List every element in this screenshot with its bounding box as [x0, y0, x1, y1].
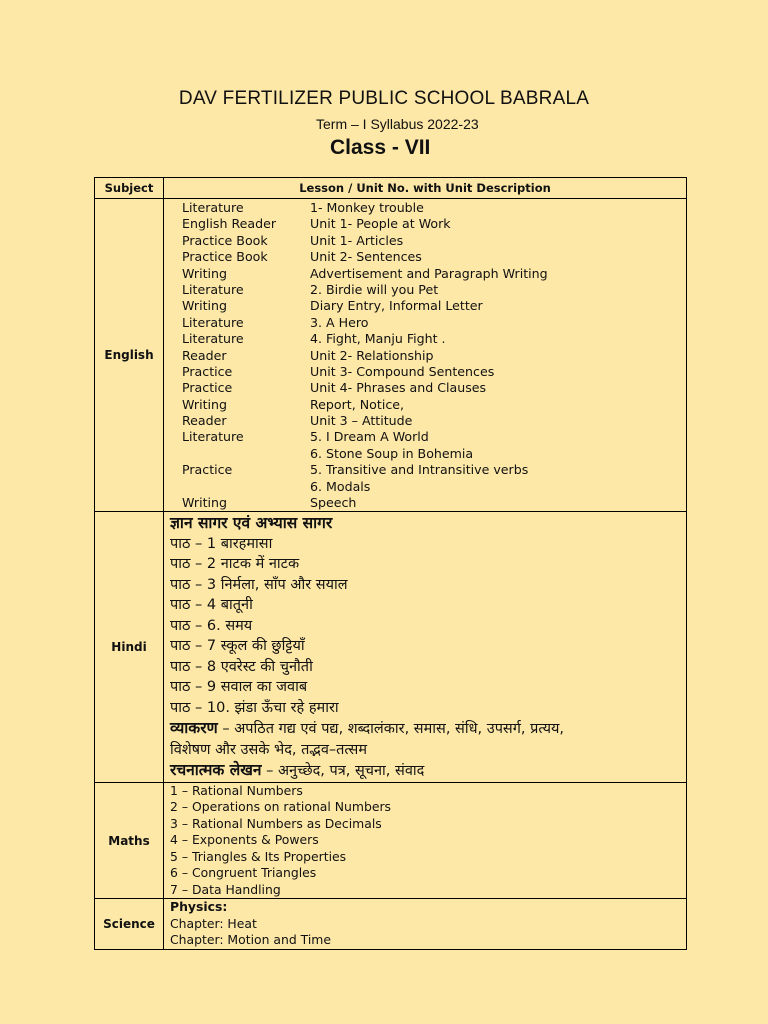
hindi-heading: ज्ञान सागर एवं अभ्यास सागर	[170, 514, 333, 533]
hindi-lesson: पाठ – 10. झंडा ऊँचा रहे हमारा	[170, 699, 339, 716]
subject-maths: Maths	[95, 782, 164, 899]
english-category: Reader	[182, 413, 227, 429]
header-subject: Subject	[95, 178, 164, 199]
english-description: Unit 3 – Attitude	[310, 413, 413, 429]
english-category: Practice Book	[182, 249, 268, 265]
english-description: Unit 4- Phrases and Clauses	[310, 380, 487, 396]
english-category: Literature	[182, 281, 244, 297]
row-science	[95, 899, 687, 950]
hindi-lesson: पाठ – 1 बारहमासा	[170, 535, 273, 552]
writing-text: – अनुच्छेद, पत्र, सूचना, संवाद	[261, 763, 425, 780]
english-description: 5. I Dream A World	[310, 429, 429, 445]
hindi-lesson: पाठ – 6. समय	[170, 617, 253, 634]
subject-hindi: Hindi	[95, 512, 164, 783]
english-description: Unit 1- People at Work	[310, 216, 451, 232]
hindi-lesson: पाठ – 2 नाटक में नाटक	[170, 556, 300, 573]
english-row	[182, 495, 686, 511]
english-row	[182, 380, 686, 396]
english-description: 6. Stone Soup in Bohemia	[310, 445, 474, 461]
term-title: Term – I Syllabus 2022-23	[316, 116, 479, 132]
science-item: Chapter: Motion and Time	[170, 932, 331, 948]
science-item: Chapter: Heat	[170, 915, 257, 931]
english-row	[182, 298, 686, 314]
english-row	[182, 348, 686, 364]
english-row	[182, 249, 686, 265]
english-row	[182, 282, 686, 298]
maths-item: 3 – Rational Numbers as Decimals	[170, 815, 382, 831]
english-description: 5. Transitive and Intransitive verbs	[310, 462, 529, 478]
english-category: Writing	[182, 495, 227, 511]
english-description: Report, Notice,	[310, 396, 404, 412]
english-category: Literature	[182, 314, 244, 330]
english-row	[182, 364, 686, 380]
english-category: Writing	[182, 298, 227, 314]
maths-item: 4 – Exponents & Powers	[170, 832, 319, 848]
hindi-lesson: पाठ – 4 बातूनी	[170, 597, 253, 614]
english-description: 6. Modals	[310, 478, 371, 494]
english-category: Practice Book	[182, 232, 268, 248]
grammar-text1: – अपठित गद्य एवं पद्य, शब्दालंकार, समास, संधि, उपसर्ग, प्रत्यय,	[217, 721, 564, 738]
english-category: English Reader	[182, 216, 277, 232]
english-category	[182, 446, 310, 462]
hindi-lesson: पाठ – 3 निर्मला, साँप और सयाल	[170, 576, 348, 593]
english-category: Writing	[182, 265, 227, 281]
school-name: DAV FERTILIZER PUBLIC SCHOOL BABRALA	[178, 88, 590, 109]
english-row	[182, 266, 686, 282]
english-list	[164, 199, 686, 511]
english-row	[182, 397, 686, 413]
english-row	[182, 446, 686, 462]
english-row	[182, 479, 686, 495]
maths-item: 2 – Operations on rational Numbers	[170, 799, 392, 815]
english-category: Writing	[182, 396, 227, 412]
english-description: Unit 3- Compound Sentences	[310, 363, 495, 379]
hindi-grammar-cont: विशेषण और उसके भेद, तद्भव–तत्सम	[170, 741, 368, 758]
header-lesson: Lesson / Unit No. with Unit Description	[164, 178, 687, 199]
maths-list	[164, 783, 686, 899]
english-category: Literature	[182, 200, 244, 215]
english-description: Unit 2- Relationship	[310, 347, 434, 363]
english-row	[182, 216, 686, 232]
english-description: 1- Monkey trouble	[310, 200, 424, 215]
row-maths	[95, 782, 687, 899]
english-description: Advertisement and Paragraph Writing	[310, 265, 548, 281]
table-header-row	[95, 178, 687, 199]
english-category: Practice	[182, 462, 233, 478]
maths-item: 6 – Congruent Triangles	[170, 865, 317, 881]
english-category: Practice	[182, 380, 233, 396]
english-row	[182, 413, 686, 429]
row-hindi	[95, 512, 687, 783]
science-heading: Physics:	[170, 899, 228, 915]
english-category: Literature	[182, 331, 244, 347]
english-description: 3. A Hero	[310, 314, 369, 330]
class-title: Class - VII	[330, 136, 431, 159]
english-row	[182, 233, 686, 249]
hindi-writing	[170, 760, 686, 782]
row-english	[95, 199, 687, 512]
english-content	[164, 199, 687, 512]
hindi-lesson: पाठ – 9 सवाल का जवाब	[170, 679, 308, 696]
english-description: Unit 1- Articles	[310, 232, 404, 248]
english-description: Diary Entry, Informal Letter	[310, 298, 483, 314]
english-row	[182, 200, 686, 216]
maths-item: 1 – Rational Numbers	[170, 782, 303, 798]
english-category: Literature	[182, 429, 244, 445]
syllabus-table	[94, 177, 687, 950]
english-row	[182, 429, 686, 445]
subject-science: Science	[95, 899, 164, 950]
english-category: Practice	[182, 363, 233, 379]
hindi-content	[164, 512, 687, 783]
english-description: Speech	[310, 495, 357, 511]
grammar-label: व्याकरण	[170, 719, 218, 738]
english-category	[182, 479, 310, 495]
english-row	[182, 462, 686, 478]
hindi-lesson: पाठ – 8 एवरेस्ट की चुनौती	[170, 658, 313, 675]
science-list	[170, 916, 686, 949]
maths-content	[164, 782, 687, 899]
hindi-lesson: पाठ – 7 स्कूल की छुट्टियाँ	[170, 638, 305, 655]
english-description: Unit 2- Sentences	[310, 249, 422, 265]
science-content	[164, 899, 687, 950]
hindi-lessons	[170, 534, 686, 719]
english-description: 2. Birdie will you Pet	[310, 281, 439, 297]
hindi-grammar	[170, 718, 686, 740]
maths-item: 7 – Data Handling	[170, 881, 281, 897]
english-category: Reader	[182, 347, 227, 363]
english-row	[182, 315, 686, 331]
subject-english: English	[95, 199, 164, 512]
english-description: 4. Fight, Manju Fight .	[310, 331, 446, 347]
writing-label: रचनात्मक लेखन	[170, 761, 262, 780]
maths-item: 5 – Triangles & Its Properties	[170, 848, 347, 864]
english-row	[182, 331, 686, 347]
